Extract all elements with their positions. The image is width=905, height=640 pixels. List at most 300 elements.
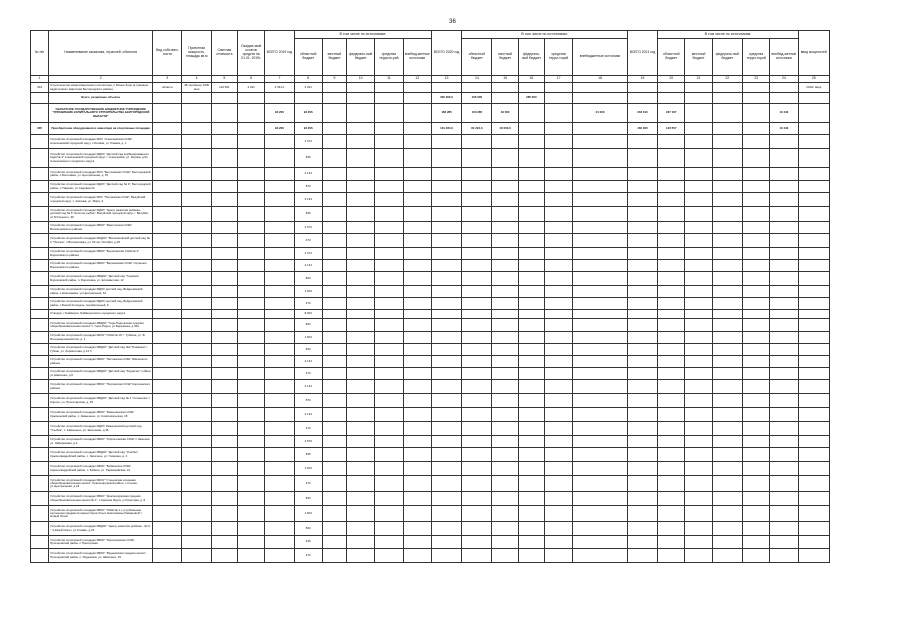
extrabudget-2020 (573, 344, 628, 356)
row-number (31, 248, 49, 260)
federal-2019 (347, 536, 375, 549)
ownership-type (153, 181, 182, 193)
estimated-cost (211, 248, 237, 260)
object-name: Отводов, г.Грайворон Грайворонского городского округа (49, 310, 153, 319)
ownership-type (153, 394, 182, 408)
regional-2019: 2 673 (294, 248, 322, 260)
commissioning-value (798, 181, 829, 193)
territories-2019 (375, 506, 403, 522)
local-2020 (492, 181, 518, 193)
total-2021 (627, 286, 657, 298)
regional-2019: 470 (294, 476, 322, 492)
federal-2021 (712, 344, 742, 356)
row-number (31, 522, 49, 536)
extrabudget-2021 (770, 536, 798, 549)
estimated-cost (211, 222, 237, 234)
local-2019 (322, 380, 346, 394)
territories-2020 (544, 436, 572, 448)
regional-2019: 1 603 (294, 332, 322, 344)
local-2021 (685, 356, 712, 368)
column-number: 21 (685, 76, 712, 83)
regional-2019: 2 673 (294, 135, 322, 149)
extrabudget-2019 (403, 222, 431, 234)
src-2021-federal: федераль-ный бюджет (712, 39, 742, 76)
commissioning-value (798, 408, 829, 422)
column-number: 8 (294, 76, 322, 83)
commissioning-value (798, 380, 829, 394)
extrabudget-2019 (403, 368, 431, 380)
regional-2020 (462, 344, 492, 356)
territories-2019 (375, 234, 403, 248)
local-2020 (492, 380, 518, 394)
commissioning-value: 2019г. ввод (798, 83, 829, 93)
regional-2021 (658, 506, 685, 522)
total-2019 (265, 319, 294, 332)
commissioning-value (798, 260, 829, 272)
federal-2020 (518, 368, 544, 380)
federal-2019 (347, 380, 375, 394)
total-2021 (627, 344, 657, 356)
local-2019 (322, 149, 346, 168)
total-2019 (265, 506, 294, 522)
regional-2019: 435 (294, 536, 322, 549)
regional-2021 (658, 83, 685, 93)
territories-2021 (742, 549, 769, 563)
row-number (31, 492, 49, 506)
table-row (31, 549, 830, 563)
capacity-value (182, 207, 211, 222)
local-2021 (685, 248, 712, 260)
federal-2021 (712, 234, 742, 248)
object-name: Устройство спортивной площадки МБДОУ "Детский сад "Теремок", Борисовский район, п. Борисовка, ул. Елизаветова, 12 (49, 272, 153, 286)
column-number: 17 (544, 76, 572, 83)
extrabudget-2021 (770, 260, 798, 272)
column-number: 13 (431, 76, 461, 83)
row-number (31, 310, 49, 319)
local-2020 (492, 207, 518, 222)
extrabudget-2020 (573, 181, 628, 193)
total-2019 (265, 310, 294, 319)
federal-2020 (518, 222, 544, 234)
local-2020 (492, 462, 518, 476)
capacity-value (182, 260, 211, 272)
total-2020 (431, 222, 461, 234)
extrabudget-2021 (770, 368, 798, 380)
table-row (31, 394, 830, 408)
federal-2020 (518, 319, 544, 332)
extrabudget-2021 (770, 356, 798, 368)
commissioning-value (798, 168, 829, 181)
extrabudget-2020 (573, 462, 628, 476)
federal-2021 (712, 380, 742, 394)
local-2019 (322, 332, 346, 344)
object-name: Устройство спортивной площадки МБОУ "Бойкинская СОШ", Красногвардейский район, п. Бойкин, ул. Первомайская, 21 (49, 462, 153, 476)
commissioning-value (798, 506, 829, 522)
local-2021 (685, 272, 712, 286)
total-2020 (431, 506, 461, 522)
local-2020 (492, 436, 518, 448)
ownership-type (153, 368, 182, 380)
col-total-2021-header: ВСЕГО 2021 год (627, 31, 657, 76)
local-2021 (685, 234, 712, 248)
extrabudget-2021: 13 443 (770, 104, 798, 123)
local-2020 (492, 319, 518, 332)
federal-2021 (712, 549, 742, 563)
total-2020 (431, 394, 461, 408)
territories-2019 (375, 286, 403, 298)
estimated-cost (211, 234, 237, 248)
commissioning-value (798, 476, 829, 492)
territories-2019 (375, 168, 403, 181)
local-2021 (685, 149, 712, 168)
total-2020 (431, 207, 461, 222)
territories-2021 (742, 83, 769, 93)
local-2019 (322, 181, 346, 193)
total-2019 (265, 462, 294, 476)
row-number (31, 181, 49, 193)
federal-2020 (518, 181, 544, 193)
group-2019-header: В том числе по источникам: (294, 31, 431, 39)
regional-2020 (462, 83, 492, 93)
row-number (31, 549, 49, 563)
col-commissioning-header: ввод мощностей (798, 31, 829, 76)
remaining-funds: 4 331 (238, 83, 265, 93)
src-2019-federal: федераль-ный бюджет (347, 39, 375, 76)
extrabudget-2021 (770, 436, 798, 448)
local-2020 (492, 222, 518, 234)
local-2020 (492, 193, 518, 207)
local-2020 (492, 310, 518, 319)
ownership-type (153, 422, 182, 436)
territories-2020 (544, 260, 572, 272)
territories-2021 (742, 332, 769, 344)
table-body (31, 83, 830, 563)
table-row (31, 93, 830, 104)
extrabudget-2020 (573, 549, 628, 563)
regional-2019: 836 (294, 207, 322, 222)
capacity-value: 48 чел/смену 1630 кв.м (182, 83, 211, 93)
object-name: Устройство спортивной площадки МБОУ "Камышинская СОШ" Красненский район, с. Камышено, ул. Комсомольская, 18 (49, 408, 153, 422)
regional-2021 (658, 193, 685, 207)
regional-2020 (462, 356, 492, 368)
local-2021 (685, 123, 712, 135)
regional-2021 (658, 332, 685, 344)
local-2019 (322, 168, 346, 181)
regional-2020 (462, 422, 492, 436)
row-number (31, 462, 49, 476)
federal-2019 (347, 436, 375, 448)
commissioning-value (798, 222, 829, 234)
remaining-funds (238, 222, 265, 234)
federal-2021 (712, 193, 742, 207)
regional-2021 (658, 549, 685, 563)
ownership-type (153, 149, 182, 168)
total-2019 (265, 181, 294, 193)
territories-2020 (544, 408, 572, 422)
row-number (31, 298, 49, 310)
total-2019: 93 206 (265, 123, 294, 135)
regional-2020 (462, 394, 492, 408)
local-2021 (685, 135, 712, 149)
regional-2021 (658, 234, 685, 248)
local-2019 (322, 319, 346, 332)
estimated-cost (211, 272, 237, 286)
federal-2021 (712, 135, 742, 149)
local-2020 (492, 260, 518, 272)
estimated-cost (211, 462, 237, 476)
total-2019 (265, 536, 294, 549)
local-2021 (685, 368, 712, 380)
federal-2019 (347, 408, 375, 422)
estimated-cost (211, 436, 237, 448)
federal-2020 (518, 436, 544, 448)
total-2021 (627, 368, 657, 380)
remaining-funds (238, 380, 265, 394)
total-2019 (265, 332, 294, 344)
regional-2021 (658, 356, 685, 368)
regional-2021 (658, 310, 685, 319)
extrabudget-2019 (403, 332, 431, 344)
row-number (31, 356, 49, 368)
territories-2019 (375, 549, 403, 563)
extrabudget-2019 (403, 272, 431, 286)
extrabudget-2019 (403, 344, 431, 356)
commissioning-value (798, 286, 829, 298)
federal-2019 (347, 298, 375, 310)
local-2021 (685, 380, 712, 394)
extrabudget-2021 (770, 149, 798, 168)
column-number: 20 (658, 76, 685, 83)
local-2020 (492, 506, 518, 522)
local-2019 (322, 123, 346, 135)
row-number (31, 234, 49, 248)
federal-2021 (712, 149, 742, 168)
ownership-type (153, 123, 182, 135)
local-2020 (492, 536, 518, 549)
regional-2020 (462, 448, 492, 462)
remaining-funds (238, 332, 265, 344)
extrabudget-2020 (573, 222, 628, 234)
capacity-value (182, 356, 211, 368)
federal-2020 (518, 207, 544, 222)
federal-2021 (712, 168, 742, 181)
total-2021 (627, 522, 657, 536)
total-2019 (265, 286, 294, 298)
row-number (31, 536, 49, 549)
commissioning-value (798, 462, 829, 476)
total-2021: 203 610 (627, 104, 657, 123)
extrabudget-2020 (573, 356, 628, 368)
total-2019 (265, 272, 294, 286)
object-name: ОБЛАСТНОЕ ГОСУДАРСТВЕННОЕ БЮДЖЕТНОЕ УЧРЕЖДЕНИЕ "УПРАВЛЕНИЕ КАПИТАЛЬНОГО СТРОИТЕЛЬСТВА БЕЛГОРОДСКОЙ ОБЛАСТИ" (49, 104, 153, 123)
estimated-cost (211, 506, 237, 522)
total-2020 (431, 234, 461, 248)
territories-2019 (375, 310, 403, 319)
commissioning-value (798, 448, 829, 462)
extrabudget-2019 (403, 286, 431, 298)
ownership-type (153, 298, 182, 310)
total-2020 (431, 332, 461, 344)
commissioning-value (798, 492, 829, 506)
territories-2021 (742, 380, 769, 394)
group-2021-header: В том числе по источникам: (658, 31, 798, 39)
capacity-value (182, 149, 211, 168)
territories-2020 (544, 422, 572, 436)
territories-2019 (375, 149, 403, 168)
total-2020 (431, 448, 461, 462)
territories-2021 (742, 344, 769, 356)
federal-2020 (518, 310, 544, 319)
src-2019-territories: средства террито-рий (375, 39, 403, 76)
local-2019 (322, 222, 346, 234)
capacity-value (182, 344, 211, 356)
regional-2019: 4 134 (294, 260, 322, 272)
federal-2021 (712, 536, 742, 549)
total-2020 (431, 422, 461, 436)
federal-2019 (347, 462, 375, 476)
territories-2020 (544, 234, 572, 248)
federal-2019 (347, 492, 375, 506)
object-name: Устройство спортивной площадки МОУ "Бехтеевская СОШ", Белгородский район, с.Бехтеевка, ул. Центральная, д. 15 (49, 168, 153, 181)
regional-2020 (462, 207, 492, 222)
federal-2019 (347, 344, 375, 356)
local-2020 (492, 298, 518, 310)
federal-2019 (347, 332, 375, 344)
estimated-cost: 122 601 (211, 83, 237, 93)
ownership-type (153, 234, 182, 248)
remaining-funds (238, 536, 265, 549)
capacity-value (182, 448, 211, 462)
regional-2019: 833 (294, 319, 322, 332)
capacity-value (182, 380, 211, 394)
table-row (31, 344, 830, 356)
total-2021 (627, 149, 657, 168)
estimated-cost (211, 492, 237, 506)
regional-2019: 820 (294, 272, 322, 286)
extrabudget-2021 (770, 248, 798, 260)
local-2020 (492, 394, 518, 408)
federal-2020 (518, 380, 544, 394)
capacity-value (182, 123, 211, 135)
estimated-cost (211, 408, 237, 422)
commissioning-value (798, 234, 829, 248)
local-2019 (322, 476, 346, 492)
column-number: 1 (31, 76, 49, 83)
object-name: Устройство спортивной площадки МБОУ "Прохоровская СОШ", Прохоровский район, с.Прохоровка (49, 536, 153, 549)
extrabudget-2020 (573, 193, 628, 207)
federal-2019 (347, 319, 375, 332)
extrabudget-2019 (403, 135, 431, 149)
territories-2021 (742, 522, 769, 536)
remaining-funds (238, 135, 265, 149)
regional-2020 (462, 536, 492, 549)
local-2021 (685, 394, 712, 408)
ownership-type (153, 462, 182, 476)
src-2019-extrabudget: внебюд-жетные источники (403, 39, 431, 76)
territories-2019 (375, 422, 403, 436)
extrabudget-2019 (403, 298, 431, 310)
local-2019 (322, 234, 346, 248)
total-2020 (431, 536, 461, 549)
regional-2020 (462, 260, 492, 272)
total-2020 (431, 260, 461, 272)
local-2020 (492, 135, 518, 149)
territories-2020 (544, 462, 572, 476)
ownership-type (153, 207, 182, 222)
territories-2020 (544, 207, 572, 222)
remaining-funds (238, 123, 265, 135)
regional-2020 (462, 298, 492, 310)
commissioning-value (798, 149, 829, 168)
extrabudget-2021: 13 443 (770, 123, 798, 135)
local-2020 (492, 168, 518, 181)
local-2019 (322, 462, 346, 476)
capacity-value (182, 181, 211, 193)
object-name: Строительство канализационного коллектора, п.Ясные Зори (в границах кадастрового квартала) Белгородского района (49, 83, 153, 93)
extrabudget-2019 (403, 436, 431, 448)
remaining-funds (238, 492, 265, 506)
commissioning-value (798, 522, 829, 536)
extrabudget-2020 (573, 207, 628, 222)
table-row (31, 356, 830, 368)
federal-2020 (518, 298, 544, 310)
federal-2019 (347, 248, 375, 260)
total-2020 (431, 193, 461, 207)
extrabudget-2020 (573, 522, 628, 536)
regional-2021 (658, 222, 685, 234)
object-name: Приобретение оборудования и инвентаря на спортивные площадки (49, 123, 153, 135)
local-2020 (492, 286, 518, 298)
remaining-funds (238, 234, 265, 248)
extrabudget-2021 (770, 234, 798, 248)
extrabudget-2019 (403, 380, 431, 394)
total-2019 (265, 248, 294, 260)
local-2021 (685, 332, 712, 344)
col-capacity-header: Проектная мощность, площадь кв.м (182, 31, 211, 76)
territories-2021 (742, 123, 769, 135)
object-name: Устройство спортивной площадки МКОУ "Стенинская основная общеобразовательная школа", Краснояружский район, с.Стенки, ул.Центральная, д.23 (49, 476, 153, 492)
extrabudget-2020 (573, 248, 628, 260)
page-number: 36 (449, 19, 456, 25)
capacity-value (182, 286, 211, 298)
regional-2019: 2 673 (294, 222, 322, 234)
column-number: 11 (375, 76, 403, 83)
federal-2021 (712, 319, 742, 332)
local-2020 (492, 522, 518, 536)
regional-2021 (658, 380, 685, 394)
table-row (31, 168, 830, 181)
territories-2019 (375, 248, 403, 260)
total-2021 (627, 135, 657, 149)
commissioning-value (798, 344, 829, 356)
local-2019 (322, 207, 346, 222)
investment-program-table (30, 30, 830, 563)
federal-2021 (712, 222, 742, 234)
remaining-funds (238, 356, 265, 368)
territories-2020 (544, 332, 572, 344)
federal-2021 (712, 272, 742, 286)
extrabudget-2020 (573, 448, 628, 462)
regional-2021 (658, 260, 685, 272)
extrabudget-2021 (770, 394, 798, 408)
territories-2020 (544, 149, 572, 168)
extrabudget-2021 (770, 319, 798, 332)
table-row (31, 149, 830, 168)
total-2020 (431, 286, 461, 298)
local-2021 (685, 448, 712, 462)
col-cost-header: Сметная стоимость (211, 31, 237, 76)
column-number: 16 (518, 76, 544, 83)
